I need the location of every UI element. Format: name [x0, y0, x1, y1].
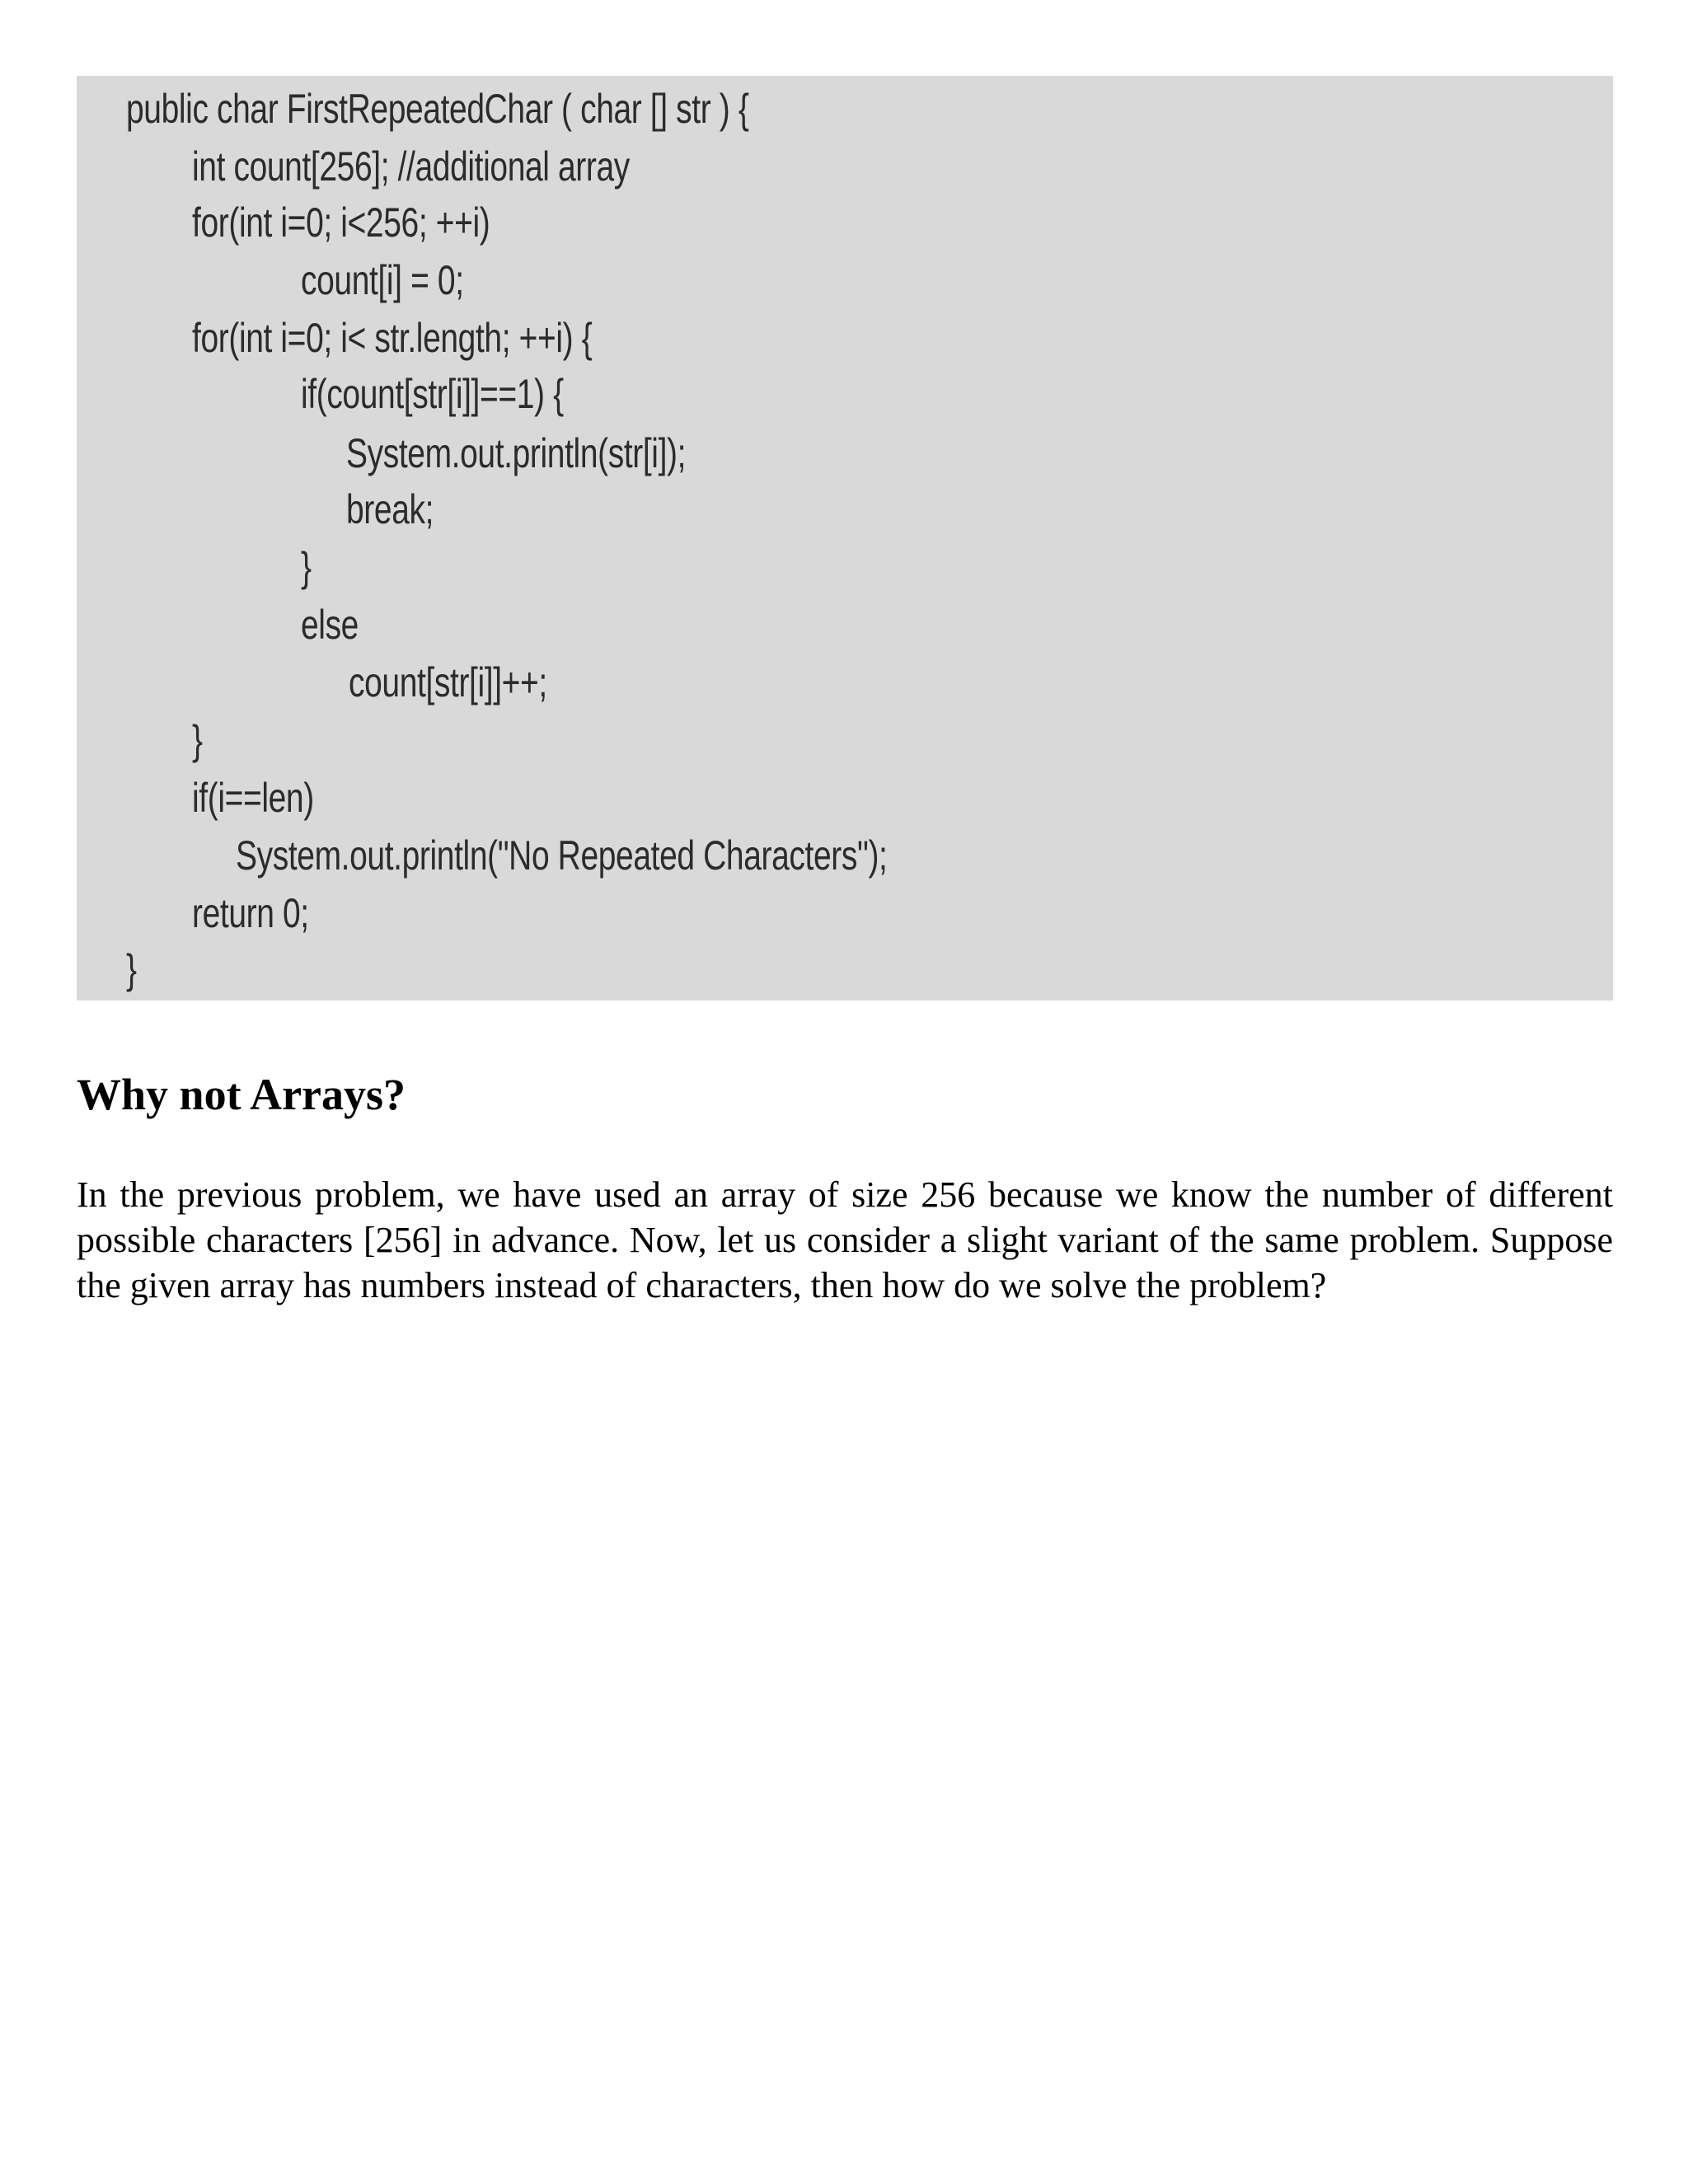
code-line: }	[126, 946, 137, 992]
code-line: }	[301, 544, 312, 590]
code-line: System.out.println(str[i]);	[346, 430, 687, 476]
code-line: count[str[i]]++;	[349, 659, 547, 705]
body-paragraph: In the previous problem, we have used an array of size 256 because we know the number of different possible characters [256] in advance. Now, let us consider a slight variant of the same problem. Suppose the given array has numbers instead of characters, then how do we solve the problem?	[77, 1174, 1613, 1305]
code-line: }	[192, 717, 203, 763]
code-line: System.out.println("No Repeated Characters");	[236, 832, 888, 879]
code-line: return 0;	[192, 890, 309, 936]
code-line: for(int i=0; i< str.length; ++i) {	[192, 315, 593, 361]
code-line: break;	[346, 486, 434, 532]
code-line: if(count[str[i]]==1) {	[301, 371, 564, 417]
code-listing-figure	[77, 76, 1613, 1001]
code-line: public char FirstRepeatedChar ( char [] str ) {	[126, 86, 749, 132]
code-line: count[i] = 0;	[301, 257, 464, 303]
code-line: int count[256]; //additional array	[192, 143, 630, 190]
code-line: for(int i=0; i<256; ++i)	[192, 199, 490, 246]
code-line: else	[301, 602, 359, 648]
code-line: if(i==len)	[192, 775, 314, 821]
section-heading: Why not Arrays?	[77, 1070, 406, 1119]
